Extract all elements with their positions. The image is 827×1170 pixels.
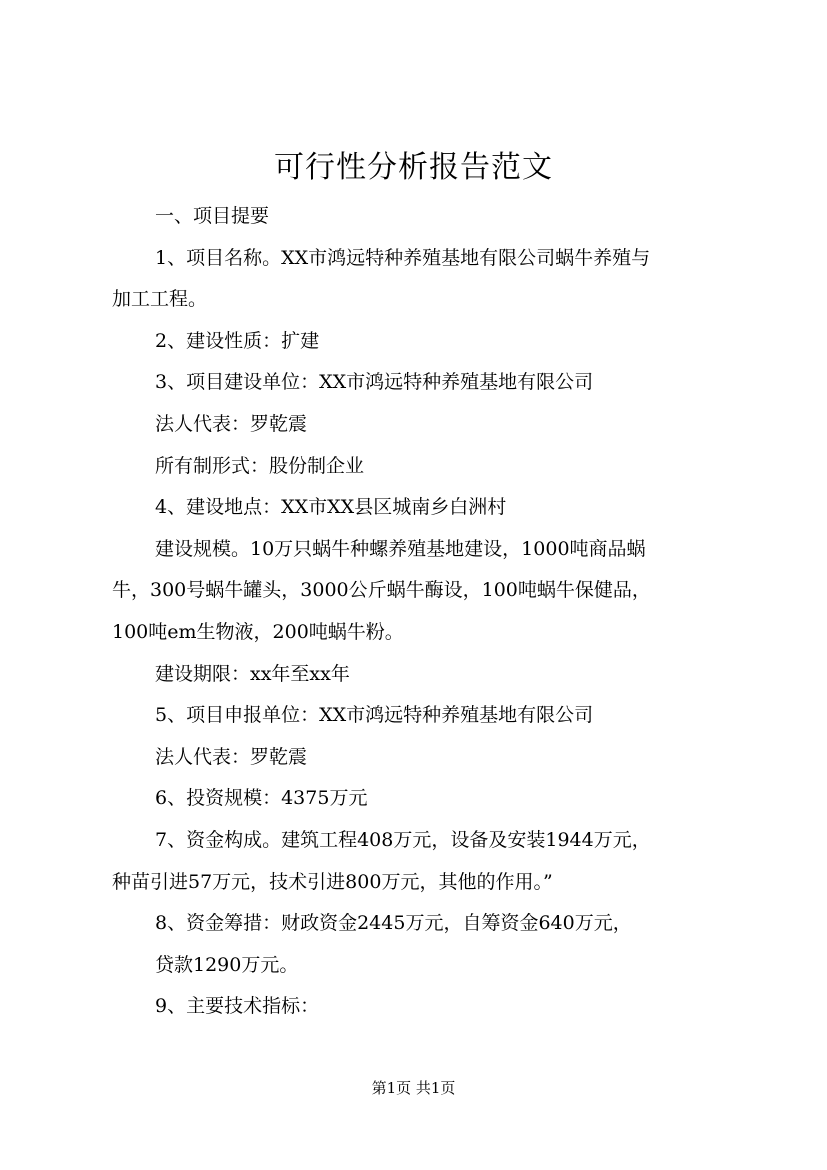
paragraph-line: 一、项目提要	[155, 205, 270, 227]
paragraph-line: 建设规模。10万只蜗牛种螺养殖基地建设，1000吨商品蜗	[155, 537, 646, 560]
paragraph-line: 法人代表：罗乾震	[155, 745, 308, 768]
paragraph-line: 法人代表：罗乾震	[155, 412, 308, 435]
paragraph-line: 8、资金筹措：财政资金2445万元，自筹资金640万元，	[155, 912, 632, 935]
paragraph-line: 1、项目名称。XX市鸿远特种养殖基地有限公司蜗牛养殖与	[155, 246, 651, 269]
paragraph-line: 6、投资规模：4375万元	[155, 787, 368, 810]
paragraph-line: 5、项目申报单位：XX市鸿远特种养殖基地有限公司	[155, 704, 594, 727]
paragraph-line: 4、建设地点：XX市XX县区城南乡白洲村	[155, 496, 507, 519]
paragraph-line: 100吨em生物液，200吨蜗牛粉。	[112, 620, 404, 643]
document-title: 可行性分析报告范文	[274, 150, 553, 185]
paragraph-line: 2、建设性质：扩建	[155, 329, 320, 352]
document-body	[112, 196, 742, 1028]
paragraph-line: 贷款1290万元。	[155, 953, 299, 976]
paragraph-line: 加工工程。	[112, 288, 208, 311]
paragraph-line: 牛，300号蜗牛罐头，3000公斤蜗牛酶设，100吨蜗牛保健品，	[112, 579, 651, 602]
paragraph-line: 7、资金构成。建筑工程408万元，设备及安装1944万元，	[155, 828, 651, 851]
paragraph-line: 9、主要技术指标：	[155, 995, 320, 1018]
paragraph-line: 所有制形式：股份制企业	[155, 454, 365, 477]
paragraph-line: 种苗引进57万元，技术引进800万元，其他的作用。”	[112, 870, 553, 893]
paragraph-line: 建设期限：xx年至xx年	[155, 662, 350, 685]
page-footer: 第1页 共1页	[371, 1079, 456, 1097]
paragraph-line: 3、项目建设单位：XX市鸿远特种养殖基地有限公司	[155, 371, 594, 394]
